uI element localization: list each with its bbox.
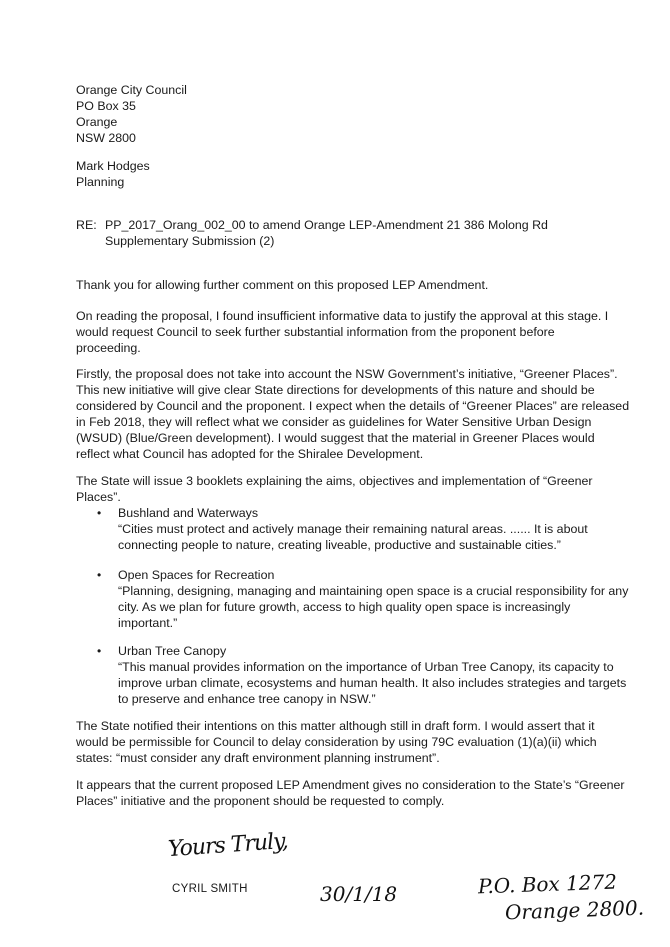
re-label: RE: — [76, 218, 97, 232]
paragraph-line: Places” initiative and the proponent should be requested to comply. — [76, 794, 445, 808]
bullet-quote-line: improve urban climate, ecosystems and human health. It also includes strategies and targets — [118, 676, 627, 690]
attention-name: Mark Hodges — [76, 159, 150, 173]
re-subject-line: Supplementary Submission (2) — [105, 234, 275, 248]
re-subject-line: PP_2017_Orang_002_00 to amend Orange LEP-Amendment 21 386 Molong Rd — [105, 218, 548, 232]
paragraph-insufficient-data — [76, 308, 609, 356]
paragraph-line: Places”. — [76, 490, 121, 504]
bullet-item-open-spaces — [118, 567, 629, 631]
paragraph-line: (WSUD) (Blue/Green development). I would suggest that the material in Greener Places would — [76, 431, 595, 445]
paragraph-line: On reading the proposal, I found insufficient informative data to justify the approval at this stage. I — [76, 309, 609, 323]
address-line: NSW 2800 — [76, 131, 136, 145]
handwritten-po-box: P.O. Box 1272 — [477, 869, 618, 899]
paragraph-draft-form — [76, 718, 596, 766]
paragraph-line: in Feb 2018, they will reflect what we consider as guidelines for Water Sensitive Urban Design — [76, 415, 592, 429]
bullet-quote-line: city. As we plan for future growth, access to high quality open space is increasingly — [118, 600, 571, 614]
paragraph-line: Firstly, the proposal does not take into account the NSW Government’s initiative, “Greener Places”. — [76, 367, 618, 381]
paragraph-line: The State notified their intentions on this matter although still in draft form. I would assert that it — [76, 719, 595, 733]
address-line: Orange — [76, 115, 118, 129]
paragraph-line: reflect what Council has adopted for the Shiralee Development. — [76, 447, 424, 461]
paragraph-greener-places — [76, 366, 630, 462]
paragraph-line: Thank you for allowing further comment on this proposed LEP Amendment. — [76, 278, 489, 292]
bullet-marker: • — [97, 506, 102, 520]
handwritten-town: Orange 2800. — [504, 895, 645, 925]
paragraph-intro — [76, 277, 596, 293]
bullet-item-tree-canopy — [118, 643, 627, 707]
bullet-quote-line: to preserve and enhance tree canopy in NSW.” — [118, 692, 376, 706]
paragraph-line: proceeding. — [76, 341, 141, 355]
bullet-marker: • — [97, 568, 102, 582]
bullet-item-bushland — [118, 505, 618, 553]
bullet-quote-line: “This manual provides information on the importance of Urban Tree Canopy, its capacity to — [118, 660, 614, 674]
bullet-title: Urban Tree Canopy — [118, 644, 227, 658]
paragraph-booklets — [76, 473, 596, 505]
paragraph-line: would be permissible for Council to delay consideration by using 79C evaluation (1)(a)(ii) which — [76, 735, 597, 749]
re-subject — [105, 217, 585, 249]
address-line: PO Box 35 — [76, 99, 136, 113]
handwritten-date: 30/1/18 — [320, 882, 398, 906]
bullet-quote-line: important.” — [118, 616, 178, 630]
bullet-quote-line: “Planning, designing, managing and maintaining open space is a crucial responsibility for any — [118, 584, 629, 598]
bullet-title: Open Spaces for Recreation — [118, 568, 275, 582]
bullet-quote-line: “Cities must protect and actively manage their remaining natural areas. ...... It is about — [118, 522, 588, 536]
bullet-marker: • — [97, 644, 102, 658]
bullet-quote-line: connecting people to nature, creating liveable, productive and sustainable cities.” — [118, 538, 561, 552]
bullet-title: Bushland and Waterways — [118, 506, 259, 520]
recipient-address — [76, 82, 596, 146]
paragraph-line: This new initiative will give clear State directions for developments of this nature and should be — [76, 383, 595, 397]
paragraph-line: would request Council to seek further substantial information from the proponent before — [76, 325, 555, 339]
paragraph-line: states: “must consider any draft environment planning instrument”. — [76, 751, 440, 765]
paragraph-line: The State will issue 3 booklets explaining the aims, objectives and implementation of “Greener — [76, 474, 593, 488]
attention-department: Planning — [76, 175, 125, 189]
paragraph-line: It appears that the current proposed LEP Amendment gives no consideration to the State’s “Greener — [76, 778, 625, 792]
paragraph-conclusion — [76, 777, 625, 809]
handwritten-closing: Yours Truly, — [167, 828, 289, 863]
signatory-name: CYRIL SMITH — [172, 883, 248, 895]
attention-block — [76, 158, 596, 190]
paragraph-line: considered by Council and the proponent. I expect when the details of “Greener Places” are released — [76, 399, 630, 413]
address-line: Orange City Council — [76, 83, 187, 97]
